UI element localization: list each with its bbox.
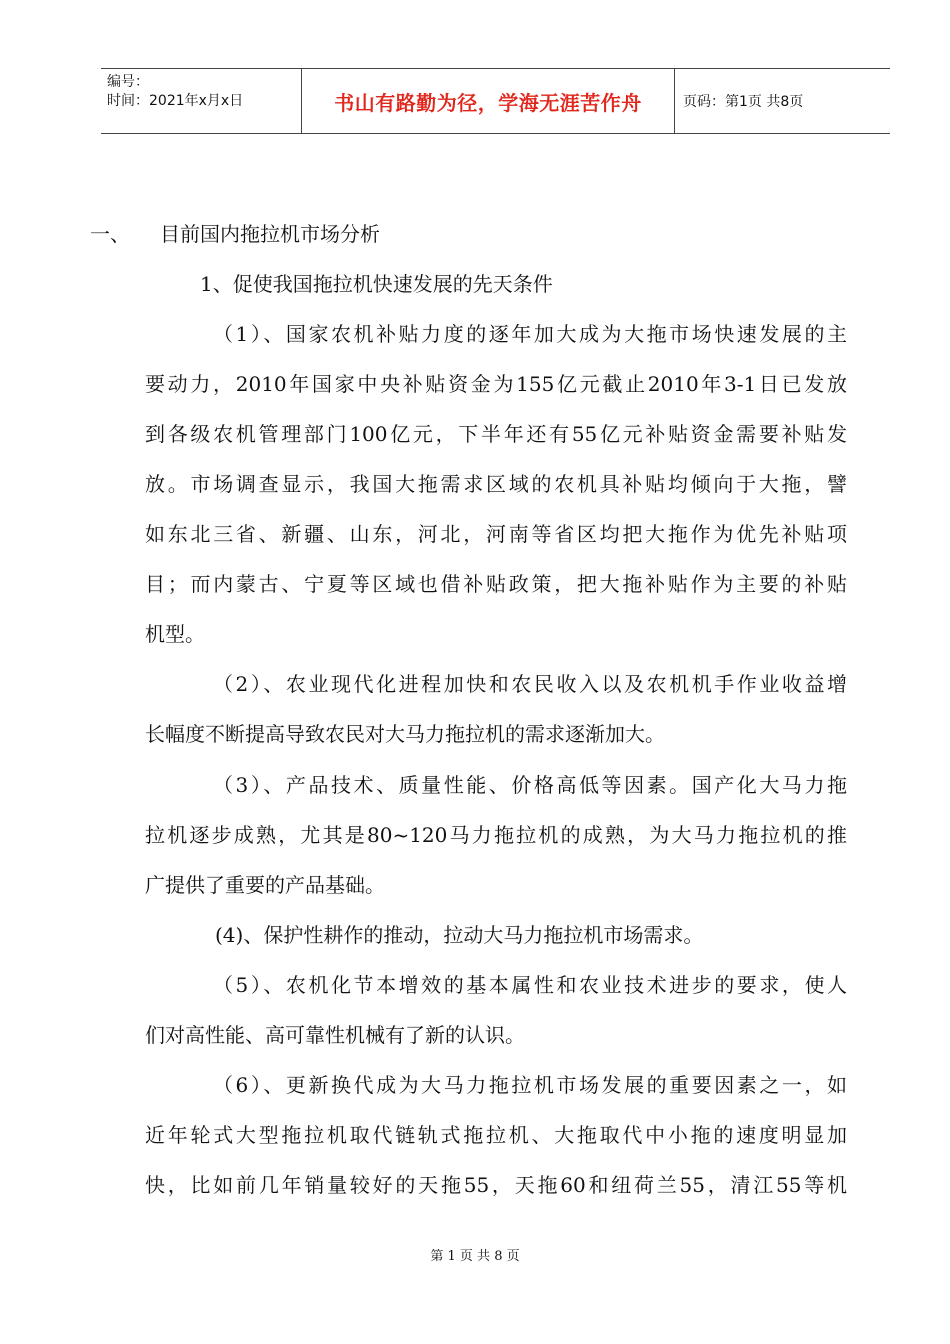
page-footer: 第 1 页 共 8 页 (430, 1249, 520, 1264)
time-label: 时间：2021年x月x日 (107, 93, 244, 109)
paragraph-line: 快，比如前几年销量较好的天拖55，天拖60和纽荷兰55，清江55等机 (145, 1173, 847, 1197)
header-meta (101, 69, 302, 133)
paragraph-line: （5）、农机化节本增效的基本属性和农业技术进步的要求，使人 (213, 973, 847, 997)
paragraph-line: （2）、农业现代化进程加快和农民收入以及农机机手作业收益增 (213, 672, 847, 696)
paragraph-line: 目；而内蒙古、宁夏等区域也借补贴政策，把大拖补贴作为主要的补贴 (145, 572, 847, 596)
paragraph-line: 拉机逐步成熟，尤其是80~120马力拖拉机的成熟，为大马力拖拉机的推 (145, 823, 847, 847)
subsection-title: 1、促使我国拖拉机快速发展的先天条件 (200, 272, 553, 296)
paragraph-line: (4)、保护性耕作的推动，拉动大马力拖拉机市场需求。 (215, 923, 704, 947)
section-number: 一、 (90, 222, 130, 246)
paragraph-line: 要动力，2010年国家中央补贴资金为155亿元截止2010年3-1日已发放 (145, 372, 847, 396)
header-page-label: 页码：第1页 共8页 (683, 94, 804, 110)
header-motto: 书山有路勤为径，学海无涯苦作舟 (302, 69, 675, 133)
page-header (101, 68, 890, 134)
paragraph-line: 如东北三省、新疆、山东，河北，河南等省区均把大拖作为优先补贴项 (145, 522, 847, 546)
paragraph-line: （6）、更新换代成为大马力拖拉机市场发展的重要因素之一，如 (213, 1073, 847, 1097)
paragraph-line: 长幅度不断提高导致农民对大马力拖拉机的需求逐渐加大。 (145, 722, 665, 746)
paragraph-line: 近年轮式大型拖拉机取代链轨式拖拉机、大拖取代中小拖的速度明显加 (145, 1123, 847, 1147)
paragraph-line: 机型。 (145, 622, 205, 646)
paragraph-line: 们对高性能、高可靠性机械有了新的认识。 (145, 1023, 525, 1047)
paragraph-line: （1）、国家农机补贴力度的逐年加大成为大拖市场快速发展的主 (213, 322, 847, 346)
paragraph-line: （3）、产品技术、质量性能、价格高低等因素。国产化大马力拖 (213, 773, 847, 797)
paragraph-line: 到各级农机管理部门100亿元，下半年还有55亿元补贴资金需要补贴发 (145, 422, 847, 446)
number-label: 编号： (107, 74, 149, 90)
paragraph-line: 广提供了重要的产品基础。 (145, 873, 385, 897)
section-title: 目前国内拖拉机市场分析 (160, 222, 380, 246)
paragraph-line: 放。市场调查显示，我国大拖需求区域的农机具补贴均倾向于大拖，譬 (145, 472, 847, 496)
